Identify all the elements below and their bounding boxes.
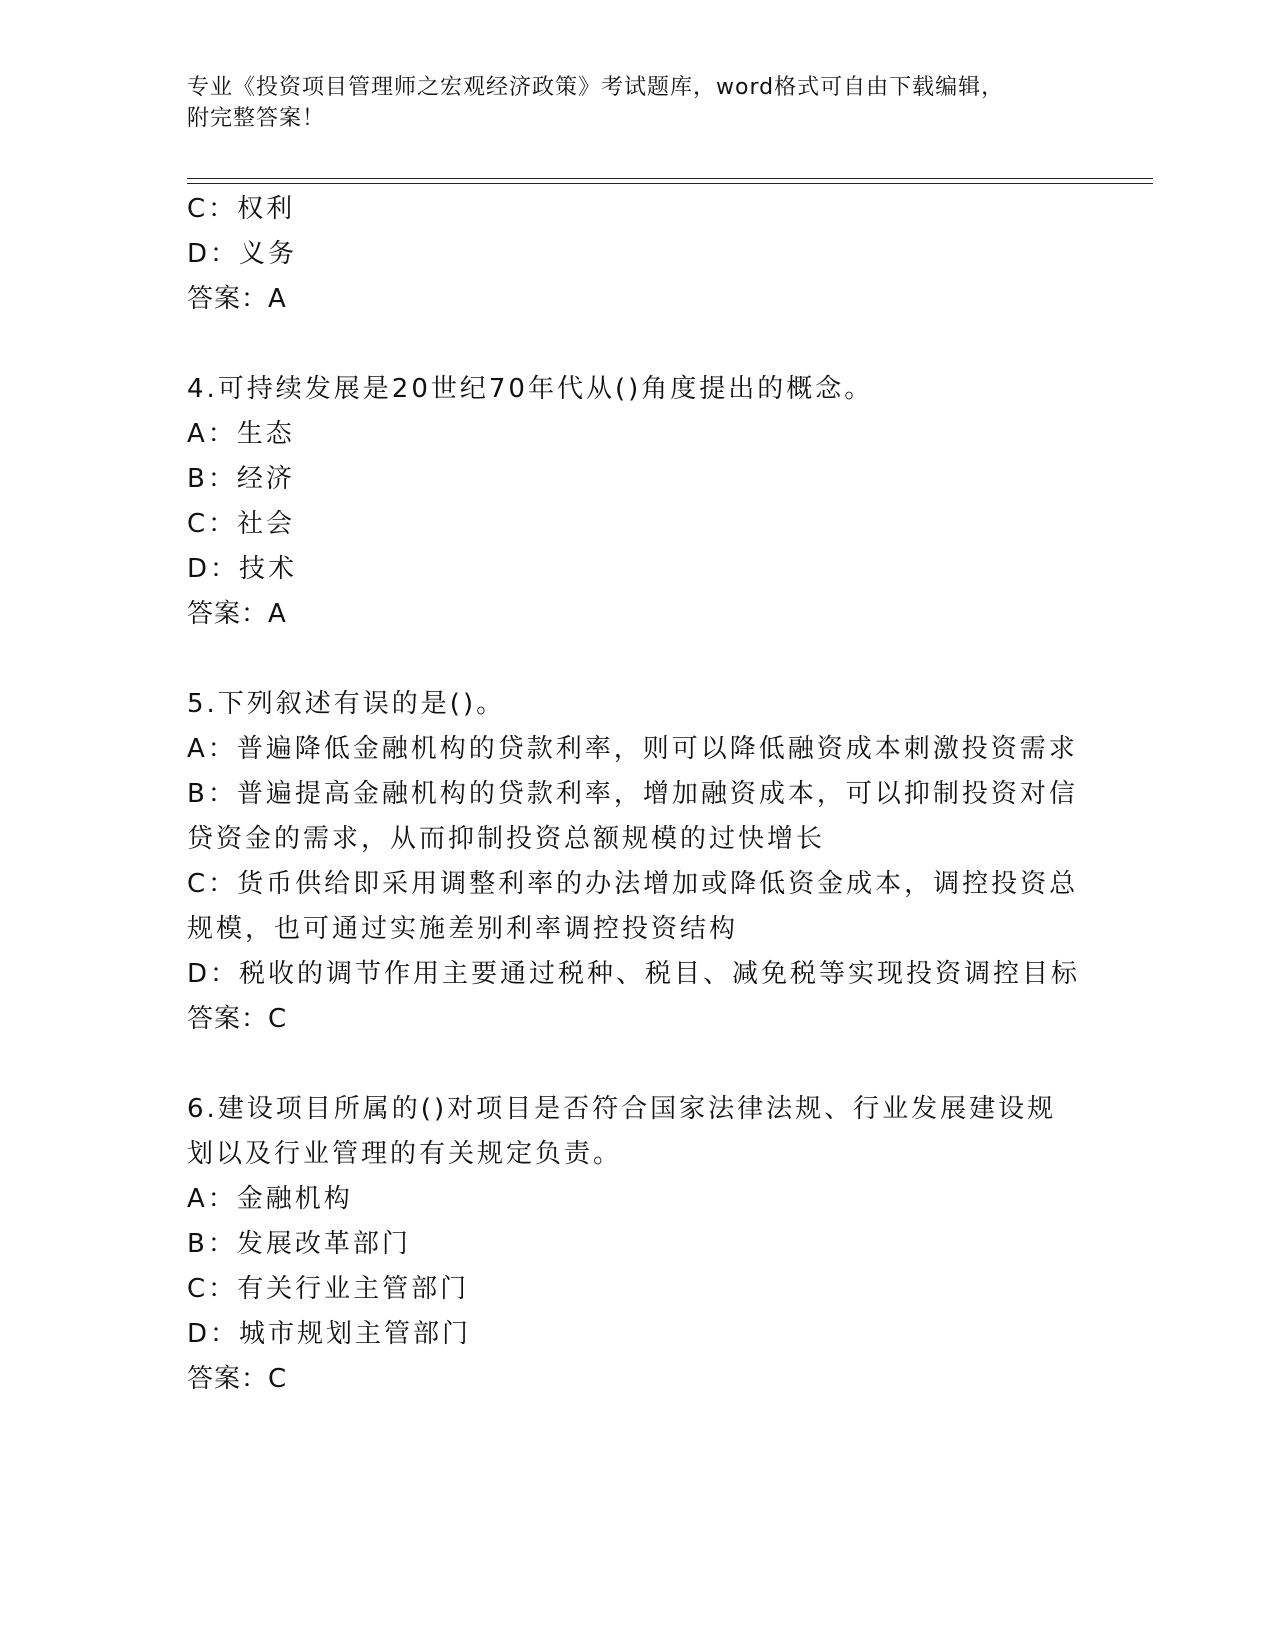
option-c-line-1: C：货币供给即采用调整利率的办法增加或降低资金成本，调控投资总	[187, 869, 1079, 899]
option-b: B：发展改革部门	[187, 1229, 411, 1259]
option-a: A：普遍降低金融机构的贷款利率，则可以降低融资成本刺激投资需求	[187, 734, 1078, 764]
option-d: D：技术	[187, 554, 298, 584]
option-d: D：义务	[187, 239, 298, 269]
question-text-line-2: 划以及行业管理的有关规定负责。	[187, 1139, 623, 1169]
answer: 答案：C	[187, 1364, 288, 1394]
question-text-line-1: 6.建设项目所属的()对项目是否符合国家法律法规、行业发展建设规	[187, 1094, 1057, 1124]
option-b-line-2: 贷资金的需求，从而抑制投资总额规模的过快增长	[187, 824, 826, 854]
option-c: C：权利	[187, 194, 296, 224]
question-4	[187, 367, 1087, 637]
question-text: 4.可持续发展是20世纪70年代从()角度提出的概念。	[187, 374, 874, 404]
header-line-2: 附完整答案！	[187, 106, 326, 131]
option-c: C：有关行业主管部门	[187, 1274, 470, 1304]
answer: 答案：A	[187, 284, 287, 314]
option-d: D：税收的调节作用主要通过税种、税目、减免税等实现投资调控目标	[187, 959, 1081, 989]
option-c-line-2: 规模，也可通过实施差别利率调控投资结构	[187, 914, 739, 944]
option-b: B：经济	[187, 464, 295, 494]
option-c: C：社会	[187, 509, 296, 539]
header-line-1: 专业《投资项目管理师之宏观经济政策》考试题库，word格式可自由下载编辑，	[187, 75, 1005, 100]
answer: 答案：C	[187, 1004, 288, 1034]
question-5	[187, 682, 1087, 1042]
question-6	[187, 1087, 1087, 1402]
question-3-tail	[187, 187, 1087, 322]
page-header	[187, 72, 1067, 134]
option-a: A：生态	[187, 419, 295, 449]
question-list	[187, 187, 1087, 1402]
question-text: 5.下列叙述有误的是()。	[187, 689, 506, 719]
option-b-line-1: B：普遍提高金融机构的贷款利率，增加融资成本，可以抑制投资对信	[187, 779, 1078, 809]
option-a: A：金融机构	[187, 1184, 353, 1214]
answer: 答案：A	[187, 599, 287, 629]
option-d: D：城市规划主管部门	[187, 1319, 472, 1349]
header-divider	[187, 178, 1153, 184]
